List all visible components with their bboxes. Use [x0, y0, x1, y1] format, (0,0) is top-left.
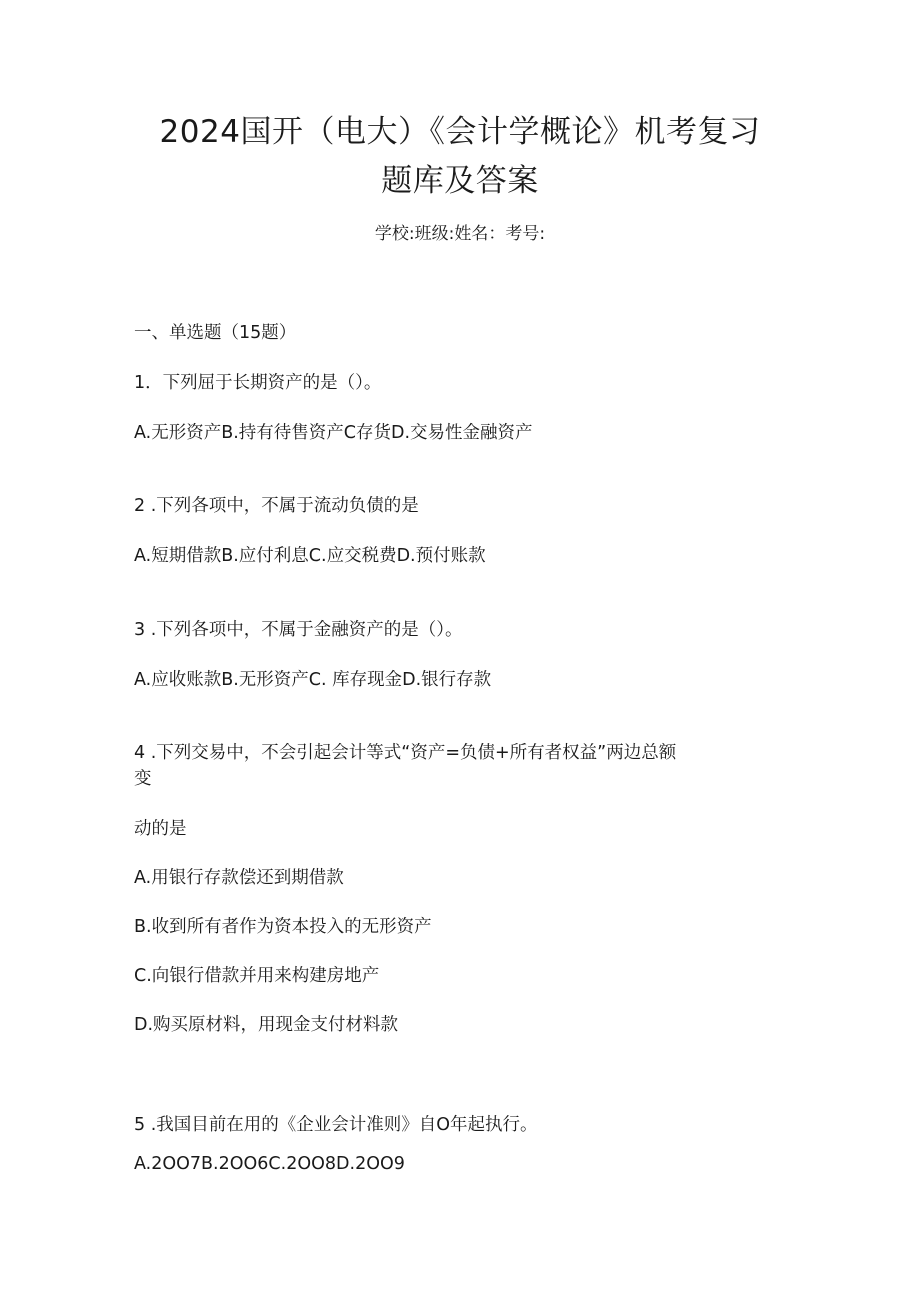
- question-1-stem: 1．下列屈于长期资产的是（）。: [134, 373, 382, 393]
- document-title-line1: 2024国开（电大）《会计学概论》机考复习: [159, 114, 761, 150]
- question-4-option-d: D.购买原材料，用现金支付材料款: [134, 1015, 399, 1035]
- student-info-line: 学校:班级:姓名：考号:: [374, 224, 546, 244]
- question-4-option-a: A.用银行存款偿还到期借款: [134, 868, 344, 888]
- question-2-stem: 2 .下列各项中，不属于流动负债的是: [134, 496, 419, 516]
- question-3-options: A.应收账款B.无形资产C. 库存现金D.银行存款: [134, 670, 492, 690]
- question-1-options: A.无形资产B.持有待售资产C存货D.交易性金融资产: [134, 423, 533, 443]
- section-heading: 一、单选题（15题）: [134, 323, 297, 343]
- question-4-option-c: C.向银行借款并用来构建房地产: [134, 966, 380, 986]
- question-4-option-b: B.收到所有者作为资本投入的无形资产: [134, 917, 432, 937]
- question-4-stem-line2: 变: [134, 769, 152, 789]
- question-2-options: A.短期借款B.应付利息C.应交税费D.预付账款: [134, 546, 486, 566]
- document-title-line2: 题库及答案: [381, 163, 539, 199]
- question-5-options: A.2OO7B.2OO6C.2OO8D.2OO9: [134, 1154, 405, 1174]
- question-3-stem: 3 .下列各项中，不属于金融资产的是（）。: [134, 620, 463, 640]
- question-4-stem-line3: 动的是: [134, 819, 187, 839]
- question-4-stem-line1: 4 .下列交易中，不会引起会计等式“资产=负债+所有者权益”两边总额: [134, 743, 677, 763]
- question-5-stem: 5 .我国目前在用的《企业会计准则》自O年起执行。: [134, 1115, 538, 1135]
